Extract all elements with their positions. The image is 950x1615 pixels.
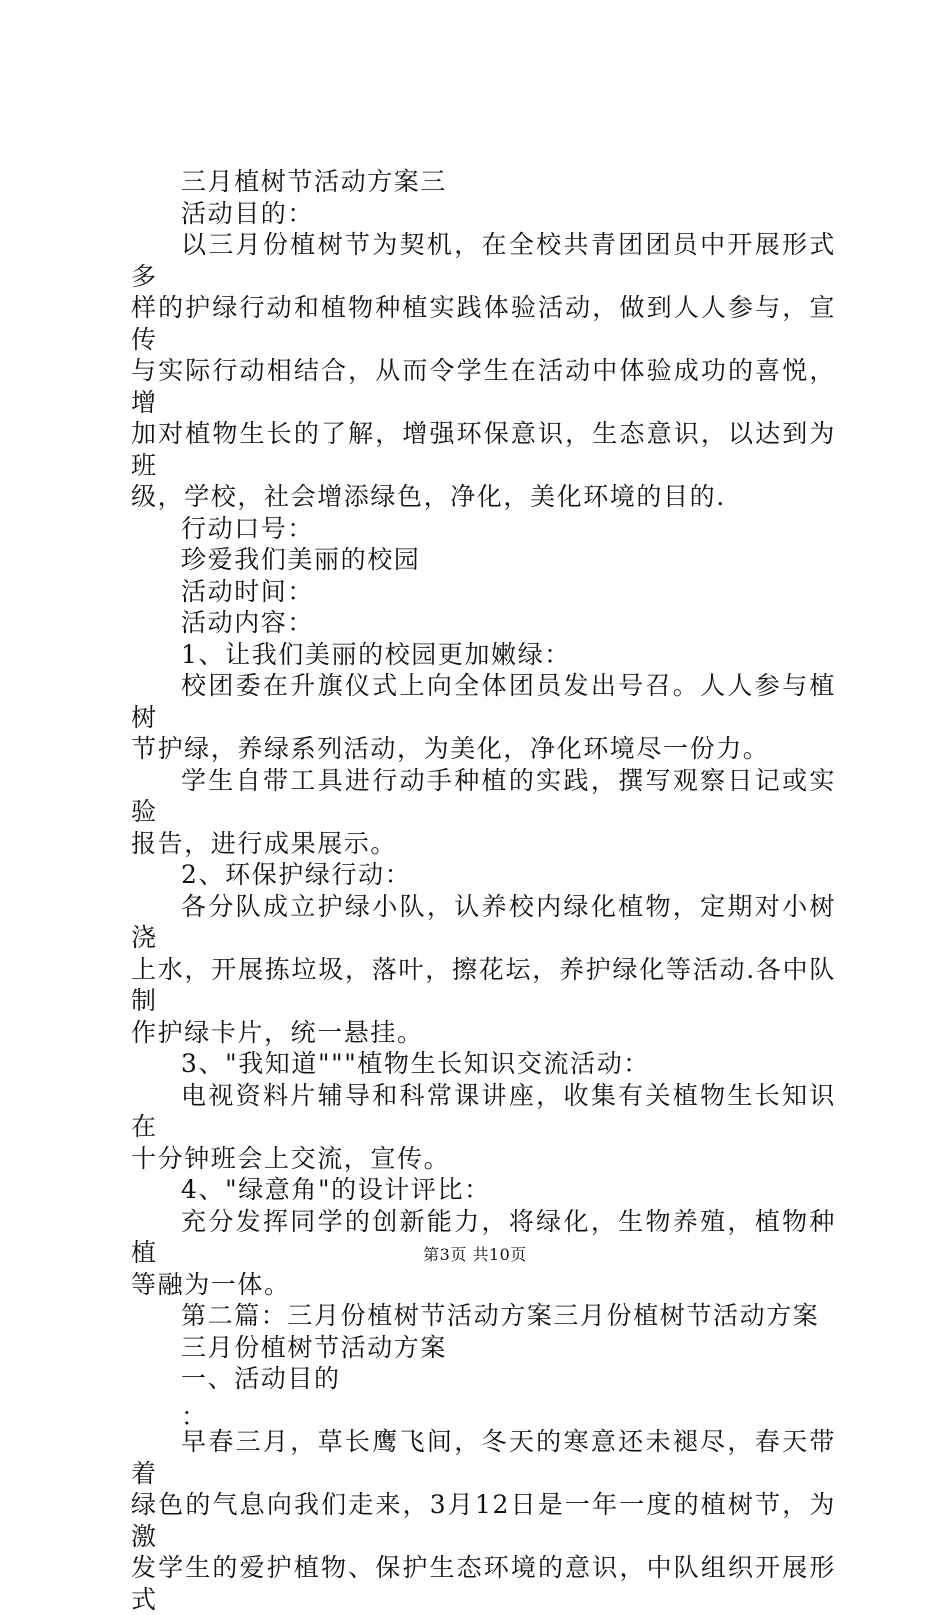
page-number-footer: 第3页 共10页 <box>423 1245 527 1264</box>
paragraph-line: ： <box>181 1401 208 1426</box>
paragraph-line: 珍爱我们美丽的校园 <box>181 545 421 574</box>
section-heading: 一、活动目的 <box>181 1364 341 1393</box>
paragraph-line: 上水，开展拣垃圾，落叶，擦花坛，养护绿化等活动.各中队制 <box>131 954 836 1015</box>
paragraph-line: 报告，进行成果展示。 <box>131 828 398 858</box>
section-heading: 活动时间： <box>181 576 315 606</box>
paragraph-line: 校团委在升旗仪式上向全体团员发出号召。人人参与植树 <box>131 671 836 732</box>
document-body <box>131 166 836 1615</box>
document-title: 三月植树节活动方案三 <box>181 167 448 196</box>
paragraph-line: 充分发挥同学的创新能力，将绿化，生物养殖，植物种植 <box>131 1206 836 1267</box>
paragraph-line: 早春三月，草长鹰飞间，冬天的寒意还未褪尽，春天带着 <box>131 1427 836 1488</box>
paragraph-line: 加对植物生长的了解，增强环保意识，生态意识，以达到为班 <box>131 419 836 480</box>
paragraph-line: 级，学校，社会增添绿色，净化，美化环境的目的. <box>131 482 726 511</box>
paragraph-line: 样的护绿行动和植物种植实践体验活动，做到人人参与，宣传 <box>131 293 836 354</box>
paragraph-line: 以三月份植树节为契机，在全校共青团团员中开展形式多 <box>131 230 836 291</box>
section-heading: 活动内容： <box>181 608 315 637</box>
section-heading: 活动目的： <box>181 198 315 228</box>
paragraph-line: 作护绿卡片，统一悬挂。 <box>131 1017 424 1047</box>
paragraph-line: 节护绿，养绿系列活动，为美化，净化环境尽一份力。 <box>131 734 770 763</box>
paragraph-line: 电视资料片辅导和科常课讲座，收集有关植物生长知识在 <box>131 1080 836 1141</box>
list-item-heading: 1、让我们美丽的校园更加嫩绿： <box>181 639 571 669</box>
paragraph-line: 十分钟班会上交流，宣传。 <box>131 1143 451 1173</box>
chapter-subtitle: 三月份植树节活动方案 <box>181 1332 448 1362</box>
paragraph-line: 发学生的爱护植物、保护生态环境的意识，中队组织开展形式 <box>131 1553 836 1614</box>
chapter-heading: 第二篇：三月份植树节活动方案三月份植树节活动方案 <box>181 1301 820 1330</box>
paragraph-line: 各分队成立护绿小队，认养校内绿化植物，定期对小树浇 <box>131 891 836 952</box>
list-item-heading: 2、环保护绿行动： <box>181 860 412 889</box>
paragraph-line: 绿色的气息向我们走来，3月12日是一年一度的植树节，为激 <box>131 1490 836 1551</box>
paragraph-line: 学生自带工具进行动手种植的实践，撰写观察日记或实验 <box>131 765 836 826</box>
list-item-heading: 4、"绿意角"的设计评比： <box>181 1175 491 1204</box>
paragraph-line: 与实际行动相结合，从而令学生在活动中体验成功的喜悦，增 <box>131 356 836 417</box>
paragraph-line: 等融为一体。 <box>131 1269 291 1299</box>
list-item-heading: 3、"我知道"""植物生长知识交流活动： <box>181 1049 650 1078</box>
section-heading: 行动口号： <box>181 513 315 543</box>
